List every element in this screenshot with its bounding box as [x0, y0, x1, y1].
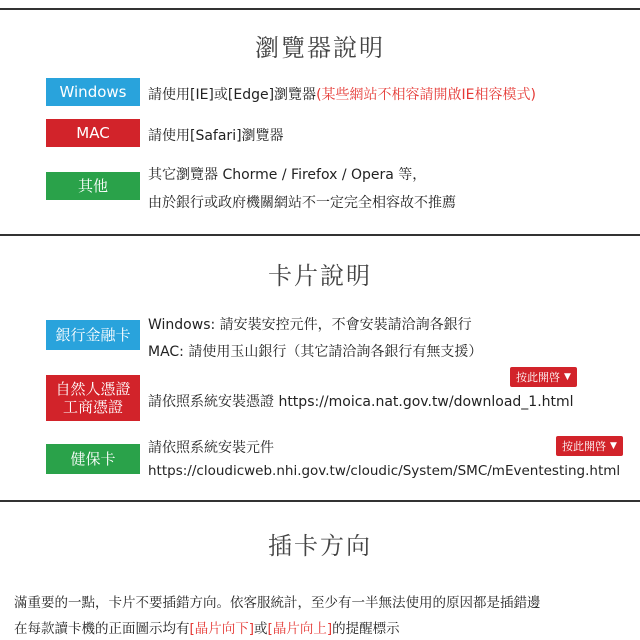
moica-open-button[interactable] [510, 367, 577, 387]
insert-paragraph-line1: 滿重要的一點，卡片不要插錯方向。依客服統計，至少有一半無法使用的原因都是插錯邊 [14, 595, 541, 611]
nhi-open-label: 按此開啓 [562, 440, 606, 453]
mac-instruction: 請使用[Safari]瀏覽器 [148, 128, 284, 144]
windows-text: 請使用[IE]或[Edge]瀏覽器 [148, 87, 317, 103]
moica-badge-line2: 工商憑證 [62, 398, 123, 416]
divider-card-insert [0, 500, 640, 502]
triangle-down-icon: ▼ [610, 441, 617, 451]
nhi-instruction-line1: 請依照系統安裝元件 [148, 440, 274, 456]
insert-line2-suffix: 的提醒標示 [332, 621, 400, 637]
other-badge: 其他 [46, 172, 140, 200]
bank-card-badge: 銀行金融卡 [46, 320, 140, 350]
windows-warning: (某些網站不相容請開啟IE相容模式) [316, 87, 536, 103]
nhi-card-badge: 健保卡 [46, 444, 140, 474]
divider-browser-card [0, 234, 640, 236]
nhi-instruction-line2: https://cloudicweb.nhi.gov.tw/cloudic/System/SMC/mEventesting.html [148, 463, 621, 479]
nhi-open-button[interactable] [556, 436, 623, 456]
moica-open-label: 按此開啓 [516, 371, 560, 384]
moica-instruction: 請依照系統安裝憑證 https://moica.nat.gov.tw/download_1.html [148, 394, 574, 410]
chip-down-highlight: [晶片向下] [189, 621, 255, 637]
insert-paragraph-line2 [14, 617, 400, 637]
chip-up-highlight: [晶片向上] [267, 621, 333, 637]
insert-line2-prefix: 在每款讀卡機的正面圖示均有 [14, 621, 190, 637]
insert-line2-mid: 或 [254, 621, 268, 637]
insert-section-title: 插卡方向 [268, 532, 372, 560]
bank-card-line2: MAC: 請使用玉山銀行（其它請洽詢各銀行有無支援） [148, 344, 483, 360]
other-instruction-line2: 由於銀行或政府機關網站不一定完全相容故不推薦 [148, 195, 456, 211]
card-section-title: 卡片說明 [268, 262, 372, 290]
bank-card-line1: Windows: 請安裝安控元件，不會安裝請洽詢各銀行 [148, 317, 472, 333]
windows-instruction [148, 84, 536, 104]
browser-section-title: 瀏覽器說明 [255, 34, 385, 62]
other-instruction-line1: 其它瀏覽器 Chorme / Firefox / Opera 等， [148, 167, 427, 183]
moica-badge [46, 375, 140, 421]
mac-badge: MAC [46, 119, 140, 147]
windows-badge: Windows [46, 78, 140, 106]
divider-top [0, 8, 640, 10]
moica-badge-line1: 自然人憑證 [55, 380, 131, 398]
triangle-down-icon: ▼ [564, 372, 571, 382]
